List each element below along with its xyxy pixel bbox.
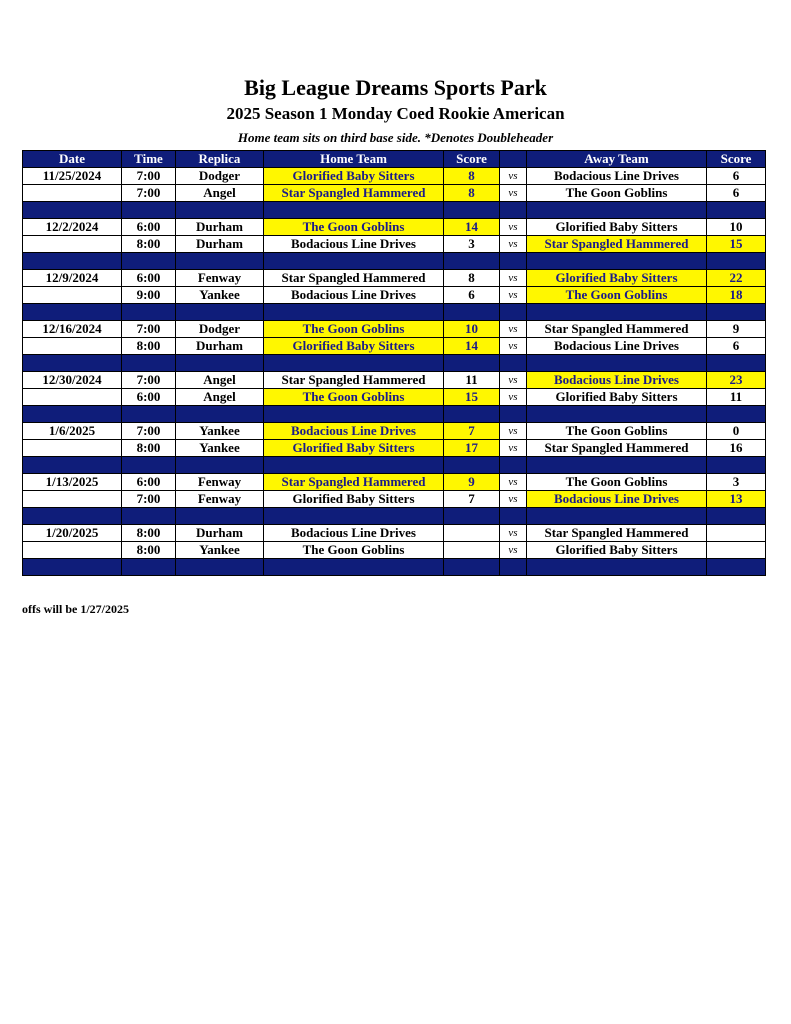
away-score-cell: 15 [707, 236, 766, 253]
schedule-table [22, 150, 766, 576]
separator-cell [707, 559, 766, 576]
table-row [23, 287, 766, 304]
table-row [23, 389, 766, 406]
time-cell: 9:00 [122, 287, 176, 304]
date-cell [23, 389, 122, 406]
away-team-cell: Star Spangled Hammered [527, 525, 707, 542]
away-score-cell [707, 542, 766, 559]
time-cell: 8:00 [122, 236, 176, 253]
away-score-cell: 18 [707, 287, 766, 304]
home-team-cell: Bodacious Line Drives [264, 525, 444, 542]
away-score-cell: 6 [707, 168, 766, 185]
home-team-cell: Star Spangled Hammered [264, 474, 444, 491]
home-score-cell: 7 [444, 423, 500, 440]
separator-cell [176, 559, 264, 576]
separator-cell [500, 355, 527, 372]
date-cell [23, 185, 122, 202]
away-team-cell: The Goon Goblins [527, 474, 707, 491]
table-row [23, 542, 766, 559]
separator-cell [500, 304, 527, 321]
separator-cell [707, 202, 766, 219]
replica-cell: Fenway [176, 474, 264, 491]
separator-cell [176, 457, 264, 474]
time-cell: 6:00 [122, 219, 176, 236]
home-team-cell: Glorified Baby Sitters [264, 440, 444, 457]
vs-cell: vs [500, 338, 527, 355]
replica-cell: Fenway [176, 270, 264, 287]
separator-cell [527, 406, 707, 423]
home-team-cell: The Goon Goblins [264, 321, 444, 338]
separator-cell [122, 508, 176, 525]
table-row [23, 185, 766, 202]
home-score-cell [444, 525, 500, 542]
away-score-cell: 10 [707, 219, 766, 236]
home-score-cell: 15 [444, 389, 500, 406]
date-cell: 11/25/2024 [23, 168, 122, 185]
date-cell [23, 440, 122, 457]
separator-cell [122, 304, 176, 321]
home-team-cell: Bodacious Line Drives [264, 236, 444, 253]
replica-cell: Durham [176, 236, 264, 253]
separator-cell [176, 202, 264, 219]
separator-cell [264, 457, 444, 474]
time-cell: 7:00 [122, 491, 176, 508]
schedule-body [23, 168, 766, 576]
away-team-cell: Star Spangled Hammered [527, 440, 707, 457]
home-team-cell: Star Spangled Hammered [264, 372, 444, 389]
table-row [23, 168, 766, 185]
separator-cell [527, 253, 707, 270]
vs-cell: vs [500, 474, 527, 491]
column-header-home-score: Score [444, 151, 500, 168]
separator-cell [527, 559, 707, 576]
away-score-cell: 6 [707, 185, 766, 202]
away-score-cell: 6 [707, 338, 766, 355]
table-row [23, 270, 766, 287]
home-score-cell: 8 [444, 270, 500, 287]
date-cell [23, 236, 122, 253]
away-team-cell: The Goon Goblins [527, 185, 707, 202]
separator-cell [527, 457, 707, 474]
week-separator-row [23, 406, 766, 423]
home-score-cell: 3 [444, 236, 500, 253]
separator-cell [527, 202, 707, 219]
separator-cell [122, 457, 176, 474]
separator-cell [500, 202, 527, 219]
separator-cell [444, 457, 500, 474]
vs-cell: vs [500, 542, 527, 559]
date-cell: 12/30/2024 [23, 372, 122, 389]
replica-cell: Angel [176, 372, 264, 389]
separator-cell [500, 253, 527, 270]
separator-cell [500, 508, 527, 525]
page-title: Big League Dreams Sports Park [244, 75, 547, 100]
away-score-cell: 23 [707, 372, 766, 389]
table-row [23, 440, 766, 457]
date-cell: 12/9/2024 [23, 270, 122, 287]
date-cell: 1/6/2025 [23, 423, 122, 440]
replica-cell: Yankee [176, 423, 264, 440]
week-separator-row [23, 355, 766, 372]
table-row [23, 338, 766, 355]
vs-cell: vs [500, 168, 527, 185]
home-team-cell: Star Spangled Hammered [264, 270, 444, 287]
away-score-cell: 16 [707, 440, 766, 457]
home-team-cell: The Goon Goblins [264, 542, 444, 559]
away-team-cell: The Goon Goblins [527, 423, 707, 440]
date-cell [23, 287, 122, 304]
home-team-cell: Star Spangled Hammered [264, 185, 444, 202]
header-row [23, 151, 766, 168]
replica-cell: Angel [176, 389, 264, 406]
date-cell: 12/16/2024 [23, 321, 122, 338]
away-score-cell: 22 [707, 270, 766, 287]
separator-cell [500, 406, 527, 423]
separator-cell [122, 406, 176, 423]
date-cell: 1/20/2025 [23, 525, 122, 542]
table-row [23, 474, 766, 491]
away-team-cell: Bodacious Line Drives [527, 372, 707, 389]
separator-cell [176, 406, 264, 423]
separator-cell [122, 202, 176, 219]
separator-cell [23, 202, 122, 219]
replica-cell: Dodger [176, 321, 264, 338]
column-header-home-team: Home Team [264, 151, 444, 168]
away-team-cell: Bodacious Line Drives [527, 168, 707, 185]
home-score-cell: 14 [444, 338, 500, 355]
separator-cell [176, 508, 264, 525]
separator-cell [122, 355, 176, 372]
table-row [23, 372, 766, 389]
separator-cell [23, 508, 122, 525]
away-score-cell: 0 [707, 423, 766, 440]
home-score-cell: 6 [444, 287, 500, 304]
separator-cell [23, 304, 122, 321]
separator-cell [23, 406, 122, 423]
column-header-replica: Replica [176, 151, 264, 168]
replica-cell: Durham [176, 525, 264, 542]
week-separator-row [23, 202, 766, 219]
separator-cell [444, 355, 500, 372]
date-cell [23, 338, 122, 355]
column-header-date: Date [23, 151, 122, 168]
home-score-cell: 9 [444, 474, 500, 491]
replica-cell: Fenway [176, 491, 264, 508]
separator-cell [264, 559, 444, 576]
home-score-cell: 8 [444, 185, 500, 202]
away-team-cell: Bodacious Line Drives [527, 338, 707, 355]
away-team-cell: The Goon Goblins [527, 287, 707, 304]
date-cell: 1/13/2025 [23, 474, 122, 491]
date-cell: 12/2/2024 [23, 219, 122, 236]
away-score-cell: 9 [707, 321, 766, 338]
vs-cell: vs [500, 185, 527, 202]
time-cell: 7:00 [122, 321, 176, 338]
week-separator-row [23, 559, 766, 576]
separator-cell [122, 253, 176, 270]
separator-cell [527, 355, 707, 372]
replica-cell: Durham [176, 338, 264, 355]
table-row [23, 423, 766, 440]
separator-cell [122, 559, 176, 576]
separator-cell [23, 457, 122, 474]
separator-cell [264, 253, 444, 270]
column-header-time: Time [122, 151, 176, 168]
away-score-cell: 3 [707, 474, 766, 491]
replica-cell: Durham [176, 219, 264, 236]
time-cell: 7:00 [122, 423, 176, 440]
separator-cell [500, 457, 527, 474]
separator-cell [527, 304, 707, 321]
home-score-cell: 10 [444, 321, 500, 338]
separator-cell [23, 559, 122, 576]
replica-cell: Angel [176, 185, 264, 202]
separator-cell [500, 559, 527, 576]
vs-cell: vs [500, 372, 527, 389]
home-score-cell [444, 542, 500, 559]
page-subtitle: 2025 Season 1 Monday Coed Rookie American [226, 104, 565, 123]
separator-cell [444, 202, 500, 219]
home-team-cell: Bodacious Line Drives [264, 423, 444, 440]
home-team-cell: Glorified Baby Sitters [264, 491, 444, 508]
home-score-cell: 17 [444, 440, 500, 457]
away-team-cell: Bodacious Line Drives [527, 491, 707, 508]
time-cell: 6:00 [122, 474, 176, 491]
separator-cell [176, 253, 264, 270]
separator-cell [264, 355, 444, 372]
separator-cell [23, 253, 122, 270]
separator-cell [444, 406, 500, 423]
vs-cell: vs [500, 219, 527, 236]
column-header-vs [500, 151, 527, 168]
away-team-cell: Star Spangled Hammered [527, 321, 707, 338]
week-separator-row [23, 457, 766, 474]
time-cell: 6:00 [122, 270, 176, 287]
separator-cell [264, 508, 444, 525]
column-header-away-score: Score [707, 151, 766, 168]
home-team-cell: Glorified Baby Sitters [264, 338, 444, 355]
week-separator-row [23, 508, 766, 525]
vs-cell: vs [500, 321, 527, 338]
away-team-cell: Glorified Baby Sitters [527, 389, 707, 406]
away-team-cell: Glorified Baby Sitters [527, 219, 707, 236]
table-row [23, 491, 766, 508]
home-score-cell: 7 [444, 491, 500, 508]
vs-cell: vs [500, 236, 527, 253]
separator-cell [23, 355, 122, 372]
vs-cell: vs [500, 440, 527, 457]
home-score-cell: 8 [444, 168, 500, 185]
separator-cell [707, 355, 766, 372]
separator-cell [707, 304, 766, 321]
replica-cell: Dodger [176, 168, 264, 185]
away-score-cell: 11 [707, 389, 766, 406]
time-cell: 8:00 [122, 525, 176, 542]
table-row [23, 525, 766, 542]
away-score-cell: 13 [707, 491, 766, 508]
replica-cell: Yankee [176, 440, 264, 457]
time-cell: 6:00 [122, 389, 176, 406]
week-separator-row [23, 253, 766, 270]
vs-cell: vs [500, 389, 527, 406]
table-row [23, 219, 766, 236]
separator-cell [707, 253, 766, 270]
separator-cell [707, 406, 766, 423]
footnote: offs will be 1/27/2025 [22, 602, 129, 616]
date-cell [23, 491, 122, 508]
separator-cell [176, 304, 264, 321]
home-score-cell: 14 [444, 219, 500, 236]
page-note: Home team sits on third base side. *Denotes Doubleheader [237, 130, 554, 145]
vs-cell: vs [500, 270, 527, 287]
separator-cell [527, 508, 707, 525]
home-team-cell: Glorified Baby Sitters [264, 168, 444, 185]
away-team-cell: Glorified Baby Sitters [527, 542, 707, 559]
home-team-cell: The Goon Goblins [264, 219, 444, 236]
vs-cell: vs [500, 287, 527, 304]
vs-cell: vs [500, 525, 527, 542]
column-header-away-team: Away Team [527, 151, 707, 168]
vs-cell: vs [500, 423, 527, 440]
separator-cell [707, 457, 766, 474]
table-row [23, 321, 766, 338]
home-team-cell: Bodacious Line Drives [264, 287, 444, 304]
time-cell: 8:00 [122, 440, 176, 457]
separator-cell [444, 559, 500, 576]
replica-cell: Yankee [176, 287, 264, 304]
time-cell: 7:00 [122, 185, 176, 202]
separator-cell [264, 202, 444, 219]
away-team-cell: Star Spangled Hammered [527, 236, 707, 253]
week-separator-row [23, 304, 766, 321]
separator-cell [264, 406, 444, 423]
away-score-cell [707, 525, 766, 542]
table-row [23, 236, 766, 253]
time-cell: 7:00 [122, 168, 176, 185]
date-cell [23, 542, 122, 559]
separator-cell [444, 508, 500, 525]
separator-cell [707, 508, 766, 525]
separator-cell [444, 253, 500, 270]
vs-cell: vs [500, 491, 527, 508]
time-cell: 8:00 [122, 338, 176, 355]
replica-cell: Yankee [176, 542, 264, 559]
home-score-cell: 11 [444, 372, 500, 389]
home-team-cell: The Goon Goblins [264, 389, 444, 406]
time-cell: 7:00 [122, 372, 176, 389]
separator-cell [264, 304, 444, 321]
time-cell: 8:00 [122, 542, 176, 559]
separator-cell [176, 355, 264, 372]
away-team-cell: Glorified Baby Sitters [527, 270, 707, 287]
separator-cell [444, 304, 500, 321]
